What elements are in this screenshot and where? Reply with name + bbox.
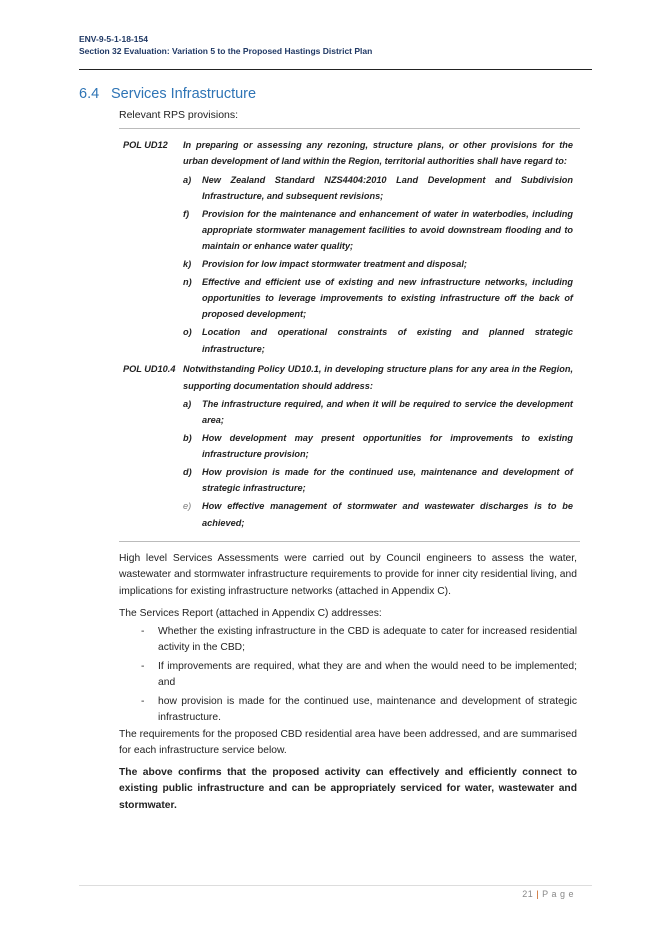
policy-clause (183, 396, 573, 429)
policy-ud12 (119, 137, 580, 358)
footer-divider (79, 885, 592, 886)
policy-ud10-4 (119, 361, 580, 532)
bullet-text: If improvements are required, what they are and when the would need to be implemented; and (158, 660, 577, 689)
clause-text: How provision is made for the continued use, maintenance and development of strategic infrastructure; (202, 467, 573, 494)
list-item (119, 694, 577, 727)
policy-clause (183, 274, 573, 323)
clause-letter: a) (183, 398, 192, 409)
policy-clause (183, 206, 573, 255)
section-intro: Relevant RPS provisions: (119, 109, 239, 121)
clause-letter: a) (183, 174, 192, 185)
clause-letter: f) (183, 208, 190, 219)
paragraph-services-report: The Services Report (attached in Appendix C) addresses: (119, 608, 382, 619)
bullet-marker: - (141, 626, 145, 637)
policy-clause (183, 256, 573, 272)
page-number: 21 (522, 889, 534, 899)
clause-text: Effective and efficient use of existing and new infrastructure networks, including opportunities to leverage improvements to existing infrastructure off the back of proposed development; (202, 276, 573, 320)
bullet-list (119, 624, 577, 728)
clause-text: The infrastructure required, and when it will be required to service the development area; (202, 398, 573, 426)
policy-clause (183, 324, 573, 357)
bullet-text: Whether the existing infrastructure in the CBD is adequate to cater for increased residential activity in the CBD; (158, 626, 577, 654)
page-footer (522, 889, 574, 899)
bullet-text: how provision is made for the continued use, maintenance and development of strategic infrastructure. (158, 695, 577, 724)
policy-intro: In preparing or assessing any rezoning, structure plans, or other provisions for the urban development of land within the Region, territorial authorities shall have regard to: (183, 140, 573, 167)
policy-code: POL UD12 (123, 140, 168, 150)
clause-letter: d) (183, 467, 192, 478)
paragraph-conclusion: The above confirms that the proposed activity can effectively and efficiently connect to existing public infrastructure and can be appropriately serviced for water, wastewater and stormwater. (119, 767, 577, 811)
policy-code: POL UD10.4 (123, 364, 176, 375)
list-item (119, 659, 577, 692)
policy-intro: Notwithstanding Policy UD10.1, in developing structure plans for any area in the Region, supporting documentation should address: (183, 364, 573, 391)
clause-letter: n) (183, 276, 192, 287)
paragraph-services-assessment: High level Services Assessments were carried out by Council engineers to assess the water, wastewater and stormwater infrastructure requirements to provide for inner city residential living, and implications for existing infrastructure networks (attached in Appendix C). (119, 553, 577, 597)
policy-clause (183, 172, 573, 205)
clause-letter: o) (183, 327, 192, 338)
clause-text: Provision for low impact stormwater treatment and disposal; (202, 259, 467, 270)
clause-text: Location and operational constraints of existing and planned strategic infrastructure; (202, 327, 573, 354)
footer-separator: | (536, 889, 540, 899)
clause-text: How development may present opportunities for improvements to existing infrastructure provision; (202, 433, 573, 460)
paragraph-requirements: The requirements for the proposed CBD residential area have been addressed, and are summarised for each infrastructure service below. (119, 729, 577, 757)
policy-clause (183, 464, 573, 497)
bullet-marker: - (141, 695, 145, 707)
section-heading (79, 86, 256, 102)
section-number: 6.4 (79, 86, 100, 102)
header-divider (79, 69, 592, 70)
policy-clause (183, 498, 573, 531)
list-item (119, 624, 577, 657)
clause-text: New Zealand Standard NZS4404:2010 Land Development and Subdivision Infrastructure, and subsequent revisions; (202, 174, 573, 201)
clause-text: Provision for the maintenance and enhancement of water in waterbodies, including appropriate stormwater management facilities to avoid downstream flooding and to maintain or enhance water quality; (202, 208, 573, 252)
clause-letter: k) (183, 259, 192, 270)
rps-policy-box (119, 128, 580, 542)
document-header (79, 33, 372, 57)
clause-text: How effective management of stormwater and wastewater discharges is to be achieved; (202, 501, 573, 528)
doc-reference: ENV-9-5-1-18-154 (79, 34, 148, 44)
section-title: Services Infrastructure (111, 86, 257, 102)
policy-clause (183, 430, 573, 463)
clause-letter: b) (183, 433, 192, 444)
page-label: P a g e (542, 889, 574, 899)
doc-title: Section 32 Evaluation: Variation 5 to the Proposed Hastings District Plan (79, 46, 373, 56)
clause-letter: e) (183, 501, 192, 512)
bullet-marker: - (141, 660, 145, 672)
